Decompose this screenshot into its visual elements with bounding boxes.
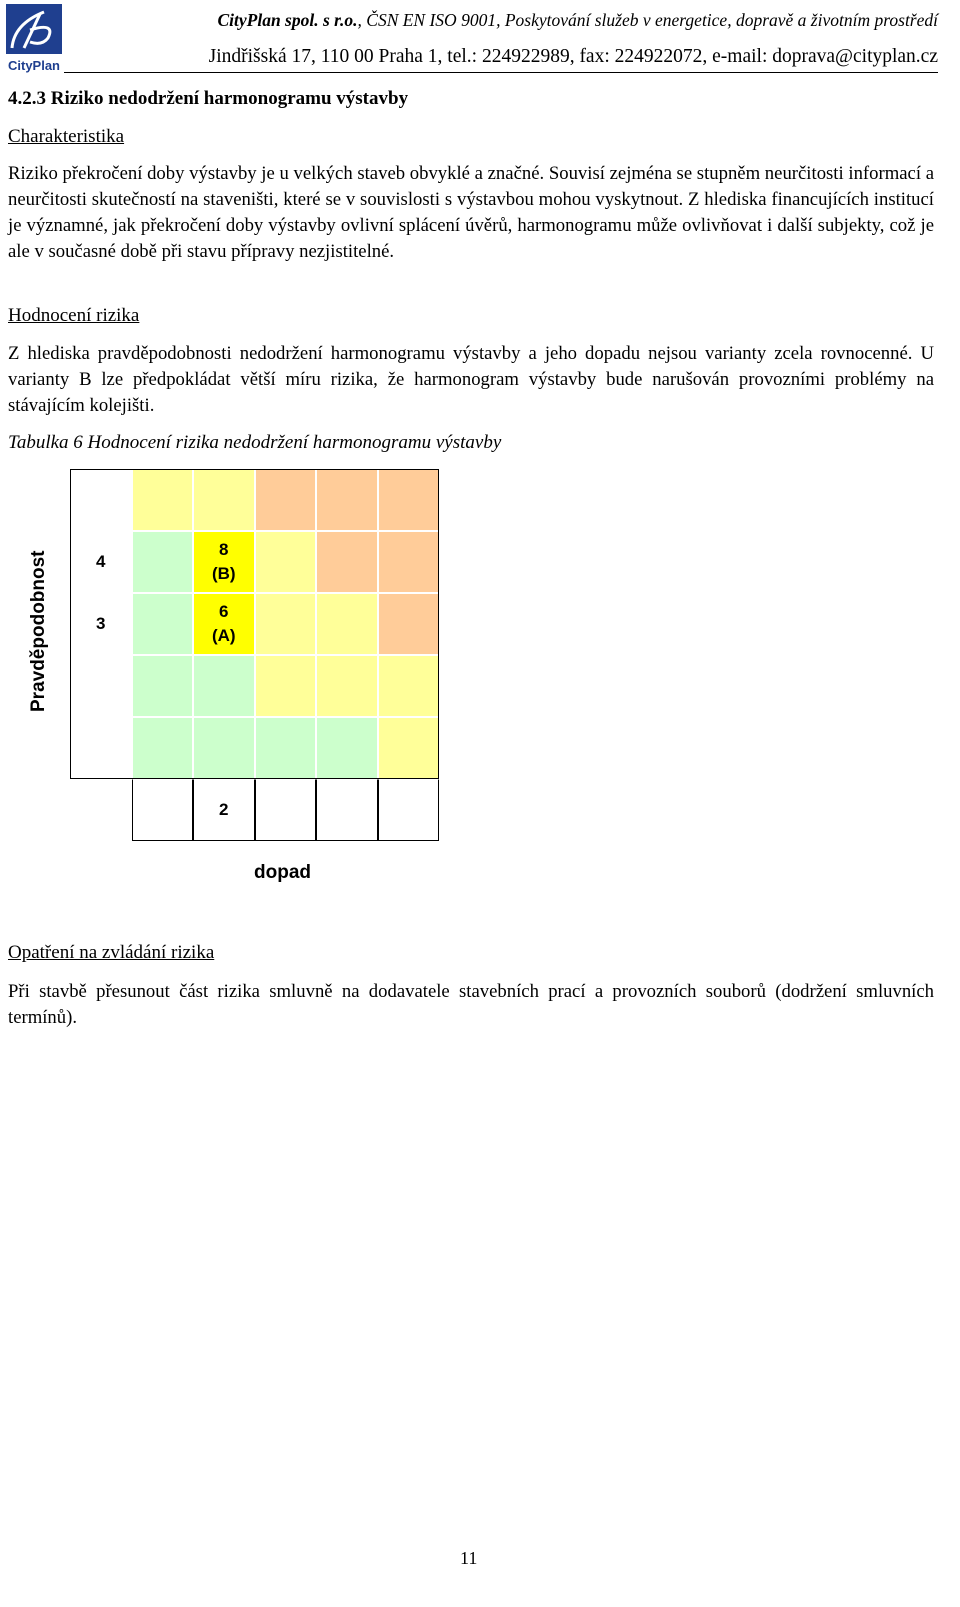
section-title: 4.2.3 Riziko nedodržení harmonogramu výstavby [8,88,409,109]
header-divider [64,72,938,73]
page-number: 11 [460,1548,478,1568]
characteristic-text: Riziko překročení doby výstavby je u velkých staveb obvyklé a značné. Souvisí zejména se stupněm neurčitosti informací a neurčitosti skutečností na staveništi, které se v souvislosti s výstavbou mohou vyskytnout. Z hlediska financujících institucí je významné, jak překročení doby výstavby ovlivní splácení úvěrů, harmonogramu může ovlivňovat i další subjekty, což je ale v současné době při stavu přípravy nezjistitelné. [8,163,934,262]
matrix-frame [70,469,439,779]
header-address: Jindřišská 17, 110 00 Praha 1, tel.: 224922989, fax: 224922072, e-mail: doprava@cityplan.cz [208,46,938,67]
impact-axis-label: dopad [254,862,311,883]
y-tick-label: 4 [70,531,132,593]
assessment-text: Z hlediska pravděpodobnosti nedodržení harmonogramu výstavby a jeho dopadu nejsou varianty zcela rovnocenné. U varianty B lze předpokládat větší míru rizika, že harmonogram výstavby bude narušován provozními problémy na stávajícím kolejišti. [8,343,934,416]
x-tick-label [255,779,317,841]
page-header [0,0,960,80]
table-caption: Tabulka 6 Hodnocení rizika nedodržení harmonogramu výstavby [8,432,502,453]
measures-text: Při stavbě přesunout část rizika smluvně na dodavatele stavebních prací a provozních souborů (dodržení smluvních termínů). [8,981,934,1028]
x-tick-label [132,779,194,841]
measures-heading: Opatření na zvládání rizika [8,942,215,963]
probability-axis-label: Pravděpodobnost [28,550,49,712]
assessment-heading: Hodnocení rizika [8,305,140,326]
risk-marker: 8 (B) [193,531,255,593]
cityplan-logo [4,4,64,74]
x-tick-label [378,779,440,841]
header-company-line [217,10,938,31]
header-company-rest: , ČSN EN ISO 9001, Poskytování služeb v energetice, dopravě a životním prostředí [357,10,938,30]
x-tick-label [316,779,378,841]
logo-text: CityPlan [7,58,61,73]
header-company: CityPlan spol. s r.o. [217,10,358,30]
risk-marker: 6 (A) [193,593,255,655]
y-tick-label: 3 [70,593,132,655]
x-tick-label: 2 [193,779,255,841]
characteristic-heading: Charakteristika [8,126,125,147]
